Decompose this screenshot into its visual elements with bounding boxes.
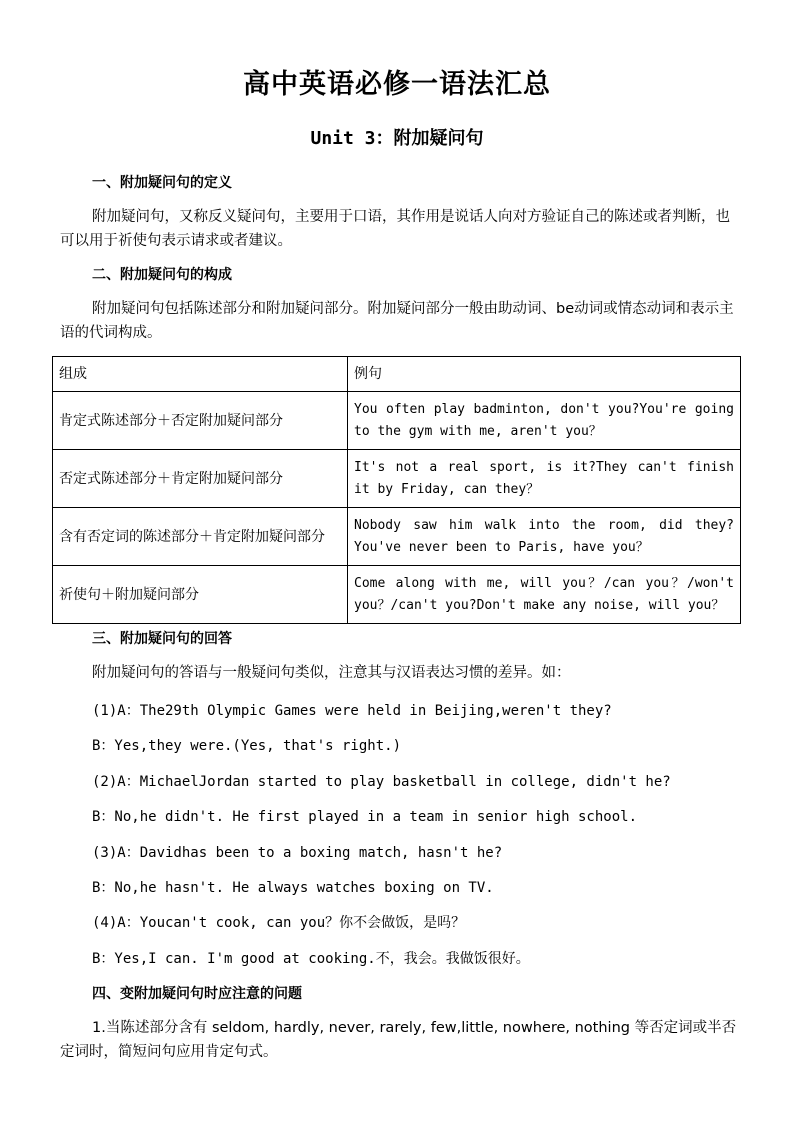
table-cell-form: 含有否定词的陈述部分＋肯定附加疑问部分 bbox=[53, 508, 348, 566]
table-cell-form: 否定式陈述部分＋肯定附加疑问部分 bbox=[53, 450, 348, 508]
table-header-example: 例句 bbox=[348, 357, 741, 392]
section-heading-answers: 三、附加疑问句的回答 bbox=[92, 631, 232, 647]
section-paragraph-definition: 附加疑问句，又称反义疑问句，主要用于口语，其作用是说话人向对方验证自己的陈述或者判断，也可以用于祈使句表示请求或者建议。 bbox=[60, 209, 730, 249]
unit-separator: ： bbox=[375, 128, 394, 149]
table-cell-form: 祈使句＋附加疑问部分 bbox=[53, 566, 348, 624]
dialogue-line: (3)A：Davidhas been to a boxing match, hasn't he? bbox=[92, 845, 503, 861]
table-row bbox=[53, 508, 741, 566]
table-cell-example: You often play badminton, don't you?You're going to the gym with me, aren't you？ bbox=[348, 392, 741, 450]
structure-table bbox=[52, 356, 741, 624]
dialogue-line: (1)A：The29th Olympic Games were held in Beijing,weren't they? bbox=[92, 703, 612, 719]
section-heading-structure: 二、附加疑问句的构成 bbox=[92, 267, 232, 283]
table-cell-example: Nobody saw him walk into the room, did they?You've never been to Paris, have you？ bbox=[348, 508, 741, 566]
table-cell-form: 肯定式陈述部分＋否定附加疑问部分 bbox=[53, 392, 348, 450]
table-cell-example: Come along with me, will you？/can you？/won't you？/can't you?Don't make any noise, will you？ bbox=[348, 566, 741, 624]
section-paragraph-structure: 附加疑问句包括陈述部分和附加疑问部分。附加疑问部分一般由助动词、be动词或情态动词和表示主语的代词构成。 bbox=[60, 301, 734, 341]
unit-label: Unit 3 bbox=[310, 128, 376, 149]
table-cell-example: It's not a real sport, is it?They can't finish it by Friday, can they？ bbox=[348, 450, 741, 508]
section-paragraph-notes: 1.当陈述部分含有 seldom, hardly, never, rarely, few,little, nowhere, nothing 等否定词或半否定词时，简短问句应用肯定句式。 bbox=[60, 1020, 737, 1060]
dialogue-line: B：No,he didn't. He first played in a team in senior high school. bbox=[92, 809, 638, 825]
section-heading-notes: 四、变附加疑问句时应注意的问题 bbox=[92, 986, 302, 1002]
dialogue-line: B：No,he hasn't. He always watches boxing on TV. bbox=[92, 880, 494, 896]
table-row bbox=[53, 392, 741, 450]
document-title: 高中英语必修一语法汇总 bbox=[243, 69, 551, 100]
dialogue-line: B：Yes,they were.(Yes, that's right.) bbox=[92, 738, 402, 754]
unit-subtitle bbox=[0, 124, 794, 150]
dialogue-line: B：Yes,I can. I'm good at cooking.不，我会。我做饭很好。 bbox=[92, 951, 530, 967]
table-header-form: 组成 bbox=[53, 357, 348, 392]
table-row bbox=[53, 566, 741, 624]
dialogue-line: (2)A：MichaelJordan started to play basketball in college, didn't he? bbox=[92, 774, 671, 790]
section-paragraph-answers: 附加疑问句的答语与一般疑问句类似，注意其与汉语表达习惯的差异。如： bbox=[92, 665, 571, 681]
section-heading-definition: 一、附加疑问句的定义 bbox=[92, 175, 232, 191]
unit-topic: 附加疑问句 bbox=[393, 128, 484, 149]
table-row bbox=[53, 450, 741, 508]
table-header-row bbox=[53, 357, 741, 392]
dialogue-line: (4)A：Youcan't cook, can you？你不会做饭，是吗？ bbox=[92, 915, 466, 931]
